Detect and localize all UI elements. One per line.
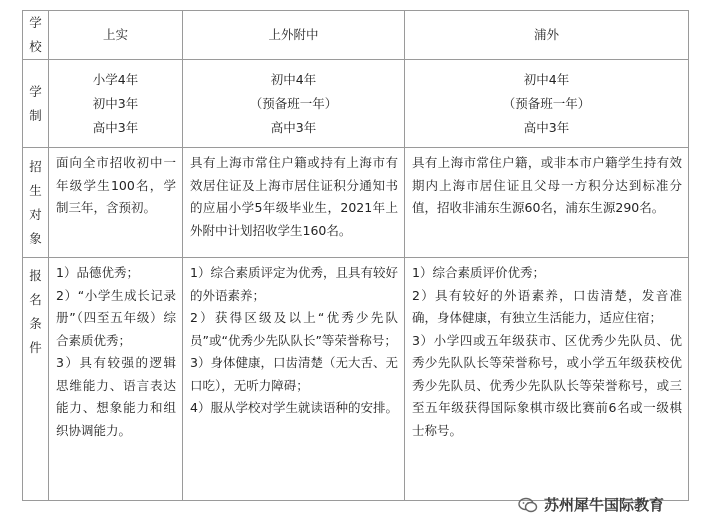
school-header-shangwai: 上外附中 [183,11,405,60]
cell-line: 小学4年 [92,72,139,87]
condition-item: 1）品德优秀； [56,265,139,280]
label-char: 条 [29,316,42,331]
condition-item: 2）获得区级及以上“优秀少先队员”或“优秀少先队队长”等荣誉称号； [190,310,398,348]
conditions-cell-shangshi [49,258,183,501]
label-char: 象 [29,230,42,246]
conditions-cell-puwai [405,258,689,501]
system-cell-shangwai [183,60,405,148]
cell-text: 具有上海市常住户籍或持有上海市有效居住证及上海市居住证积分通知书的应届小学5年级毕业生，2021年上外附中计划招收学生160名。 [190,155,398,238]
label-char: 生 [29,182,42,198]
label-char: 制 [29,107,42,123]
cell-line: 高中3年 [270,120,317,135]
cell-text: 具有上海市常住户籍，或非本市户籍学生持有效期内上海市居住证且父母一方积分达到标准分值，招收非浦东生源60名，浦东生源290名。 [412,155,682,215]
condition-item: 4）服从学校对学生就读语种的安排。 [190,400,398,415]
condition-item: 3）身体健康，口齿清楚（无大舌、无口吃），无听力障碍； [190,355,398,393]
target-cell-puwai [405,148,689,258]
condition-item: 3）小学四或五年级获市、区优秀少先队员、优秀少先队队长等荣誉称号，或小学五年级获校优秀少先队员、优秀少先队队长等荣誉称号，或三至五年级获得国际象棋市级比赛前6名或一级棋士称号。 [412,332,682,438]
cell-line: 高中3年 [523,120,570,135]
condition-item: 1）综合素质评价优秀； [412,265,545,280]
system-label-cell [23,60,49,148]
label-char: 学 [29,83,42,99]
cell-line: （预备班一年） [249,96,338,111]
cell-line: 高中3年 [92,120,139,135]
label-char: 件 [29,340,42,355]
condition-item: 2）“小学生成长记录册”（四至五年级）综合素质优秀； [56,287,176,348]
cell-line: 初中3年 [92,96,139,111]
cell-line: （预备班一年） [502,96,591,111]
header-label-char: 校 [29,39,42,54]
target-cell-shangshi [49,148,183,258]
watermark [518,494,664,515]
header-label-cell [23,11,49,60]
condition-item: 1）综合素质评定为优秀，且具有较好的外语素养； [190,265,398,303]
wechat-icon [518,497,538,513]
label-char: 报 [29,268,42,283]
target-label-cell [23,148,49,258]
condition-item: 3）具有较强的逻辑思维能力、语言表达能力、想象能力和组织协调能力。 [56,355,176,438]
target-cell-shangwai [183,148,405,258]
header-label-char: 学 [29,15,42,30]
system-row [23,60,689,148]
conditions-cell-shangwai [183,258,405,501]
conditions-label-cell [23,258,49,501]
school-comparison-table [22,10,689,501]
label-char: 名 [29,292,42,307]
condition-item: 2）具有较好的外语素养，口齿清楚，发音准确，身体健康，有独立生活能力，适应住宿； [412,287,682,325]
conditions-row [23,258,689,501]
label-char: 对 [29,206,42,222]
school-header-shangshi: 上实 [49,11,183,60]
system-cell-puwai [405,60,689,148]
target-row [23,148,689,258]
watermark-text: 苏州犀牛国际教育 [544,496,665,514]
label-char: 招 [29,158,42,174]
cell-line: 初中4年 [523,72,570,87]
header-row [23,11,689,60]
school-header-puwai: 浦外 [405,11,689,60]
cell-text: 面向全市招收初中一年级学生100名，学制三年，含预初。 [56,155,176,215]
system-cell-shangshi [49,60,183,148]
cell-line: 初中4年 [270,72,317,87]
